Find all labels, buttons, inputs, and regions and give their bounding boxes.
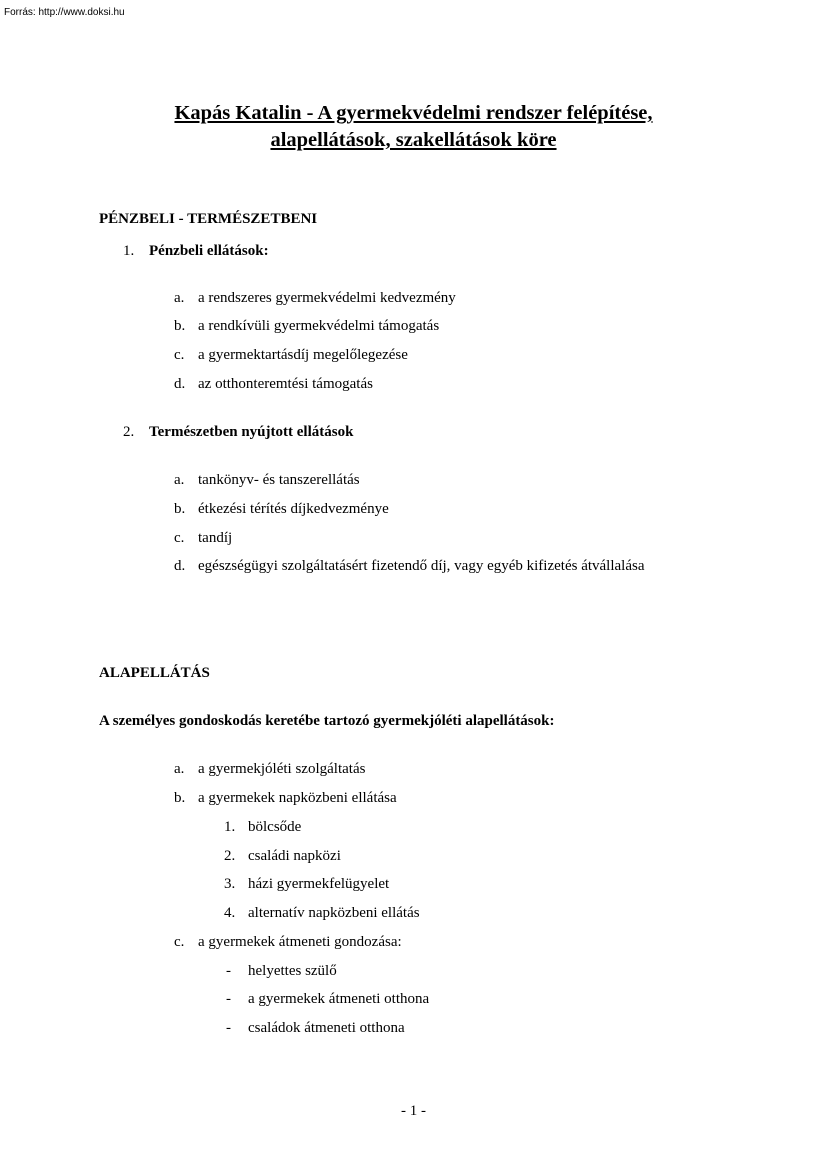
list-item: családi napközi (248, 848, 341, 864)
list-item: étkezési térítés díjkedvezménye (198, 501, 389, 517)
list-marker: a. (174, 761, 185, 777)
list-item: a gyermektartásdíj megelőlegezése (198, 347, 408, 363)
list-item-label: Pénzbeli ellátások: (149, 243, 269, 259)
page-number: - 1 - (401, 1103, 426, 1119)
list-marker: d. (174, 376, 186, 392)
list-item: alternatív napközbeni ellátás (248, 905, 420, 921)
list-marker: 1. (123, 243, 135, 259)
list-marker: d. (174, 558, 186, 574)
list-item: az otthonteremtési támogatás (198, 376, 373, 392)
document-title (0, 100, 827, 154)
list-item: tandíj (198, 530, 233, 546)
list-marker: c. (174, 934, 185, 950)
list-item: bölcsőde (248, 819, 302, 835)
list-marker: 3. (224, 876, 236, 892)
list-marker: - (226, 963, 231, 979)
list-item: a gyermekek napközbeni ellátása (198, 790, 397, 806)
title-line-2: alapellátások, szakellátások köre (270, 129, 557, 151)
list-item: tankönyv- és tanszerellátás (198, 472, 360, 488)
list-item: a gyermekek átmeneti gondozása: (198, 934, 402, 950)
list-item: helyettes szülő (248, 963, 337, 979)
list-item: a gyermekek átmeneti otthona (248, 991, 430, 1007)
section-heading-alapellatas: ALAPELLÁTÁS (99, 665, 210, 681)
list-marker: b. (174, 318, 186, 334)
section-subheading: A személyes gondoskodás keretébe tartozó gyermekjóléti alapellátások: (99, 713, 555, 729)
list-marker: b. (174, 501, 186, 517)
list-marker: - (226, 991, 231, 1007)
list-item: a gyermekjóléti szolgáltatás (198, 761, 366, 777)
list-marker: c. (174, 530, 185, 546)
section-heading-penzbeli: PÉNZBELI - TERMÉSZETBENI (99, 211, 318, 227)
list-marker: a. (174, 290, 185, 306)
list-marker: 2. (224, 848, 236, 864)
list-item: a rendkívüli gyermekvédelmi támogatás (198, 318, 440, 334)
list-marker: 2. (123, 424, 135, 440)
list-marker: - (226, 1020, 231, 1036)
title-line-1: Kapás Katalin - A gyermekvédelmi rendszer felépítése, (174, 102, 653, 124)
list-item: házi gyermekfelügyelet (248, 876, 390, 892)
list-marker: 1. (224, 819, 236, 835)
list-marker: 4. (224, 905, 236, 921)
list-item: a rendszeres gyermekvédelmi kedvezmény (198, 290, 456, 306)
list-marker: b. (174, 790, 186, 806)
source-line: Forrás: http://www.doksi.hu (4, 7, 125, 18)
list-item-label: Természetben nyújtott ellátások (149, 424, 354, 440)
list-marker: c. (174, 347, 185, 363)
list-item: családok átmeneti otthona (248, 1020, 405, 1036)
list-marker: a. (174, 472, 185, 488)
list-item: egészségügyi szolgáltatásért fizetendő díj, vagy egyéb kifizetés átvállalása (198, 558, 645, 574)
